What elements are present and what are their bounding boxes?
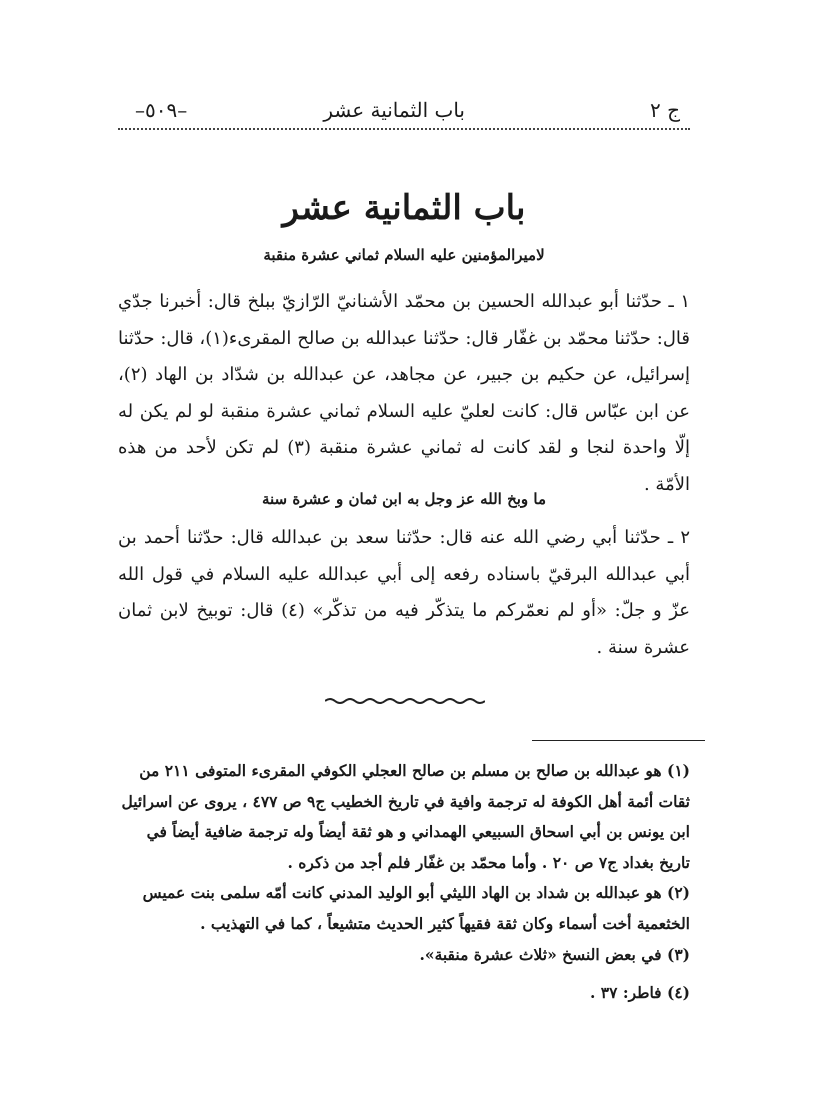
header-title: باب الثمانية عشر: [323, 98, 465, 122]
header-dotted-rule: [118, 128, 690, 130]
footnote-3: (٣) في بعض النسخ «ثلاث عشرة منقبة».: [419, 945, 690, 964]
footnote-4: (٤) فاطر: ٣٧ .: [590, 983, 690, 1002]
section-heading-1: لاميرالمؤمنين عليه السلام ثماني عشرة منقبة: [263, 246, 545, 264]
footnote-1: (١) هو عبدالله بن صالح بن مسلم بن صالح العجلي الكوفي المقرىء المتوفى ٢١١ من ثقات أئمة أهل الكوفة له ترجمة وافية في تاريخ الخطيب ج٩ ص ٤٧٧ ، يروى عن اسرائيل ابن يونس بن أبي اسحاق السبيعي الهمداني و هو ثقة أيضاً وله ترجمة ضافية أيضاً في تاريخ بغداد ج٧ ص ٢٠ . وأما محمّد بن غفّار فلم أجد من ذكره .: [121, 761, 690, 872]
volume-label: ج ٢: [649, 98, 680, 122]
running-header: [125, 92, 685, 132]
page-number: –٥٠٩–: [135, 98, 188, 122]
section-heading-2: ما وبخ الله عز وجل به ابن ثمان و عشرة سنة: [261, 490, 547, 508]
footnote-2: (٢) هو عبدالله بن شداد بن الهاد الليثي أبو الوليد المدني كانت أمّه سلمى بنت عميس الخثعمية أخت أسماء وكان ثقة فقيهاً كثير الحديث متشيعاً ، كما في التهذيب .: [142, 883, 690, 933]
hadith-paragraph-2: ٢ ـ حدّثنا أبي رضي الله عنه قال: حدّثنا سعد بن عبدالله قال: حدّثنا أحمد بن أبي عبدالله البرقيّ باسناده رفعه إلى أبي عبدالله عليه السلام في قول الله عزّ و جلّ: «أو لم نعمّركم ما يتذكّر فيه من تذكّر» (٤) قال: توبيخ لابن ثمان عشرة سنة .: [118, 527, 690, 658]
hadith-paragraph-1: ١ ـ حدّثنا أبو عبدالله الحسين بن محمّد الأشنانيّ الرّازيّ ببلخ قال: أخبرنا جدّي قال: حدّثنا محمّد بن غفّار قال: حدّثنا عبدالله بن صالح المقرىء(١)، قال: حدّثنا إسرائيل، عن حكيم بن جبير، عن مجاهد، عن عبدالله بن شدّاد بن الهاد (٢)، عن ابن عبّاس قال: كانت لعليّ عليه السلام ثماني عشرة منقبة لو لم يكن له إلّا واحدة لنجا و لقد كانت له ثماني عشرة منقبة (٣) لم تكن لأحد من هذه الأمّة .: [118, 291, 690, 495]
ornament-divider-icon: [325, 696, 485, 706]
footnote-rule: [532, 740, 705, 741]
chapter-title: باب الثمانية عشر: [282, 188, 526, 228]
